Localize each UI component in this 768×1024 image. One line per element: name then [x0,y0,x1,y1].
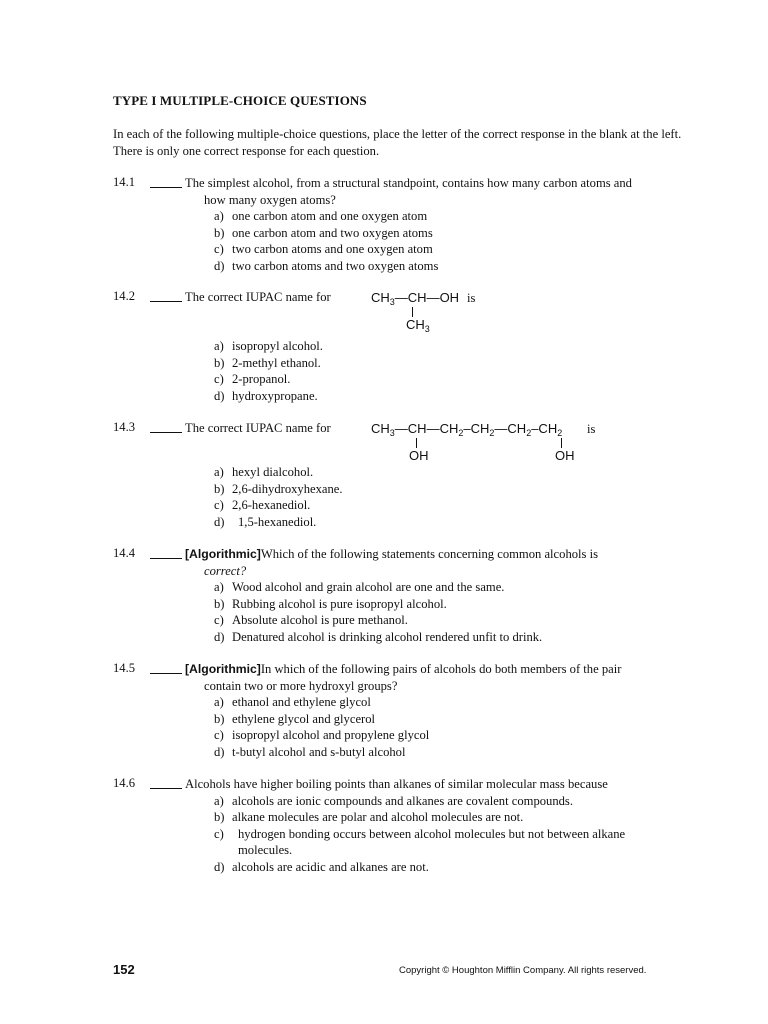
option-c [214,371,323,388]
options-list [214,793,625,876]
option-text: Absolute alcohol is pure methanol. [232,613,408,627]
answer-blank[interactable] [150,301,182,302]
formula-main-chain: $CH_3—CH—OH$ [371,290,460,307]
copyright-notice: Copyright © Houghton Mifflin Company. All rights reserved. [399,965,647,976]
question-stem-continued: correct? [204,563,247,578]
option-letter: b) [214,481,225,496]
option-c [214,612,542,629]
option-c [214,826,625,843]
option-a [214,464,343,481]
question-stem-continued: how many oxygen atoms? [204,192,336,207]
question-stem: The correct IUPAC name for [185,421,331,435]
option-a [214,338,323,355]
answer-blank[interactable] [150,673,182,674]
option-text: Denatured alcohol is drinking alcohol rendered unfit to drink. [232,629,543,644]
options-list [214,579,542,645]
section-heading: TYPE I MULTIPLE-CHOICE QUESTIONS [113,93,367,108]
option-letter: c) [214,613,224,627]
question-stem: The correct IUPAC name for [185,290,331,304]
question-number: 14.5 [113,661,136,675]
option-text: one carbon atom and one oxygen atom [232,209,428,223]
answer-blank[interactable] [150,788,182,789]
option-d [214,744,429,761]
algorithmic-tag: [Algorithmic] [185,662,261,676]
instructions-paragraph: In each of the following multiple-choice questions, place the letter of the correct response in the blank at the left. There is only one correct response for each question. [113,127,682,158]
option-text: 2-methyl ethanol. [232,355,321,370]
option-text: Wood alcohol and grain alcohol are one and the same. [232,580,505,594]
formula-main-chain: $CH_3—CH—CH_2-CH_2—CH_2-CH_2$ [371,421,563,438]
option-a [214,793,625,810]
bond-line [412,307,413,317]
option-d [214,859,625,876]
answer-blank[interactable] [150,558,182,559]
option-letter: d) [214,514,225,529]
options-list [214,694,429,760]
question-stem [185,546,598,563]
option-text: ethanol and ethylene glycol [232,695,371,709]
options-list [214,338,323,404]
page-number: 152 [113,962,135,977]
option-c [214,727,429,744]
question-number: 14.2 [113,289,136,303]
question-stem-continued: contain two or more hydroxyl groups? [204,678,398,693]
option-text: ethylene glycol and glycerol [232,711,376,726]
option-text: hexyl dialcohol. [232,465,314,479]
option-letter: b) [214,711,225,726]
formula-branch: $CH_3$ [406,317,430,334]
question-stem: The simplest alcohol, from a structural standpoint, contains how many carbon atoms and [185,176,632,190]
option-c [214,241,438,258]
option-d [214,388,323,405]
question-stem: Alcohols have higher boiling points than alkanes of similar molecular mass because [185,777,608,791]
option-a [214,694,429,711]
option-letter: c) [214,728,224,742]
option-b [214,596,542,613]
answer-blank[interactable] [150,187,182,188]
option-d [214,629,542,646]
option-b [214,355,323,372]
option-text: alcohols are ionic compounds and alkanes are covalent compounds. [232,793,573,808]
option-text: 1,5-hexanediol. [238,514,317,529]
question-number: 14.1 [113,175,136,189]
option-letter: a) [214,580,224,594]
option-letter: c) [214,242,224,256]
algorithmic-tag: [Algorithmic] [185,547,261,561]
option-d [214,258,438,275]
option-letter: a) [214,793,224,808]
options-list [214,464,343,530]
option-c [214,497,343,514]
option-letter: c) [214,498,224,512]
option-text: hydroxypropane. [232,388,318,403]
formula-hydroxyl: OH [409,448,429,463]
option-letter: b) [214,810,225,824]
option-letter: d) [214,744,225,759]
option-text: alcohols are acidic and alkanes are not. [232,859,429,874]
bond-line [561,438,562,448]
bond-line [416,438,417,448]
option-text: hydrogen bonding occurs between alcohol molecules but not between alkane [238,826,626,841]
option-d [214,514,343,531]
option-text: isopropyl alcohol. [232,339,323,353]
option-text: two carbon atoms and two oxygen atoms [232,258,439,273]
formula-suffix: is [587,422,596,436]
question-number: 14.4 [113,546,136,560]
option-letter: a) [214,339,224,353]
option-letter: b) [214,225,225,240]
option-letter: a) [214,209,224,223]
option-letter: d) [214,388,225,403]
option-text: Rubbing alcohol is pure isopropyl alcohol. [232,596,447,611]
option-letter: c) [214,372,224,386]
option-c-continued: molecules. [238,843,293,857]
option-b [214,809,625,826]
option-letter: d) [214,859,225,874]
question-stem [185,661,621,678]
option-b [214,711,429,728]
question-stem-text: In which of the following pairs of alcohols do both members of the pair [260,662,622,676]
formula-hydroxyl: OH [555,448,575,463]
option-letter: d) [214,258,225,273]
option-b [214,481,343,498]
question-stem-text: Which of the following statements concerning common alcohols is [260,547,598,561]
options-list [214,208,438,274]
option-a [214,208,438,225]
question-number: 14.3 [113,420,136,434]
option-letter: a) [214,465,224,479]
option-letter: d) [214,629,225,644]
option-b [214,225,438,242]
option-a [214,579,542,596]
option-text: isopropyl alcohol and propylene glycol [232,728,430,742]
question-number: 14.6 [113,776,136,790]
option-letter: a) [214,695,224,709]
option-text: 2,6-hexanediol. [232,498,311,512]
option-text: t-butyl alcohol and s-butyl alcohol [232,744,406,759]
formula-suffix: is [467,291,476,305]
option-text: 2,6-dihydroxyhexane. [232,481,343,496]
option-text: 2-propanol. [232,372,291,386]
option-text: two carbon atoms and one oxygen atom [232,242,433,256]
option-text: one carbon atom and two oxygen atoms [232,225,433,240]
option-letter: b) [214,596,225,611]
option-letter: b) [214,355,225,370]
option-text: alkane molecules are polar and alcohol molecules are not. [232,810,524,824]
option-letter: c) [214,826,224,841]
answer-blank[interactable] [150,432,182,433]
